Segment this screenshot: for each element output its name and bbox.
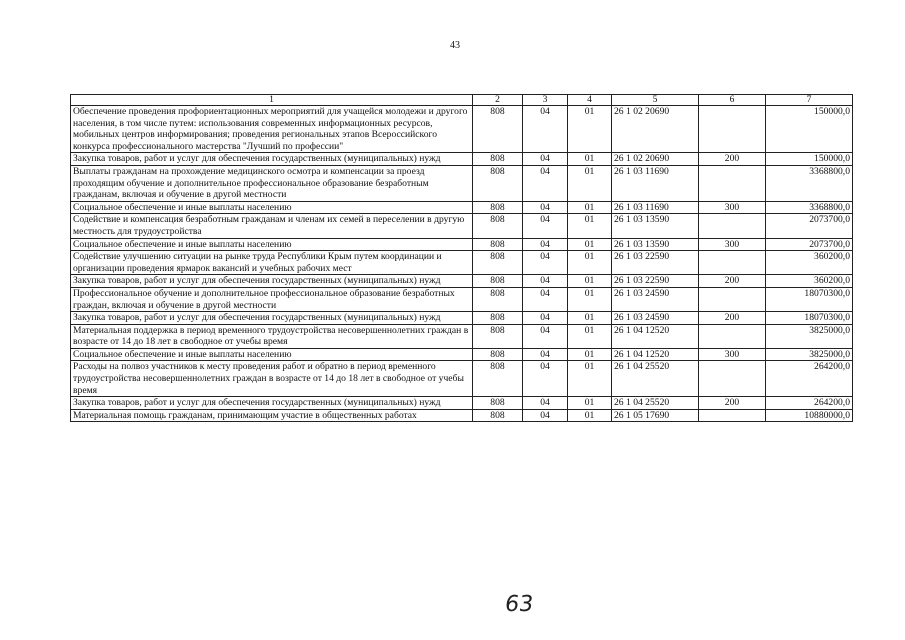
table-body	[71, 106, 853, 422]
handwritten-page-number: 63	[503, 592, 535, 617]
ministry-code: 808	[473, 287, 523, 311]
row-amount: 360200,0	[766, 275, 853, 288]
section-code: 04	[523, 214, 568, 238]
section-code: 04	[523, 312, 568, 325]
subsection-code: 01	[568, 409, 612, 422]
subsection-code: 01	[568, 397, 612, 410]
expense-type-code	[699, 106, 766, 153]
header-cell: 1	[71, 95, 473, 106]
target-article-code: 26 1 04 25520	[612, 397, 699, 410]
expense-type-code: 200	[699, 275, 766, 288]
row-description: Социальное обеспечение и иные выплаты населению	[71, 238, 473, 251]
header-cell: 5	[612, 95, 699, 106]
subsection-code: 01	[568, 214, 612, 238]
section-code: 04	[523, 287, 568, 311]
ministry-code: 808	[473, 201, 523, 214]
ministry-code: 808	[473, 238, 523, 251]
subsection-code: 01	[568, 201, 612, 214]
ministry-code: 808	[473, 275, 523, 288]
target-article-code: 26 1 03 11690	[612, 165, 699, 201]
section-code: 04	[523, 324, 568, 348]
table-row	[71, 324, 853, 348]
row-description: Выплаты гражданам на прохождение медицинского осмотра и компенсации за проезд проходящим обучение и дополнительное профессиональное образование безработным гражданам, включая и обучение в другой местности	[71, 165, 473, 201]
table-row	[71, 348, 853, 361]
section-code: 04	[523, 409, 568, 422]
row-description: Обеспечение проведения профориентационных мероприятий для учащейся молодежи и другого населения, в том числе путем: использования современных информационных ресурсов, мобильных центров информирования; проведения региональных этапов Всероссийского конкурса профессионального мастерства "Лучший по профессии"	[71, 106, 473, 153]
target-article-code: 26 1 03 24590	[612, 287, 699, 311]
subsection-code: 01	[568, 348, 612, 361]
table-row	[71, 214, 853, 238]
row-amount: 150000,0	[766, 106, 853, 153]
expense-type-code	[699, 324, 766, 348]
subsection-code: 01	[568, 238, 612, 251]
table-row	[71, 106, 853, 153]
row-amount: 2073700,0	[766, 214, 853, 238]
target-article-code: 26 1 03 24590	[612, 312, 699, 325]
expense-type-code: 200	[699, 312, 766, 325]
expense-type-code	[699, 251, 766, 275]
ministry-code: 808	[473, 165, 523, 201]
section-code: 04	[523, 251, 568, 275]
row-amount: 18070300,0	[766, 312, 853, 325]
row-description: Содействие и компенсация безработным гражданам и членам их семей в переселении в другую местность для трудоустройства	[71, 214, 473, 238]
target-article-code: 26 1 03 13590	[612, 214, 699, 238]
expense-type-code	[699, 361, 766, 397]
section-code: 04	[523, 153, 568, 166]
row-amount: 3368800,0	[766, 165, 853, 201]
table-row	[71, 238, 853, 251]
ministry-code: 808	[473, 106, 523, 153]
row-amount: 3825000,0	[766, 324, 853, 348]
table-header-row	[71, 95, 853, 106]
row-description: Закупка товаров, работ и услуг для обеспечения государственных (муниципальных) нужд	[71, 397, 473, 410]
target-article-code: 26 1 03 11690	[612, 201, 699, 214]
header-cell: 3	[523, 95, 568, 106]
section-code: 04	[523, 397, 568, 410]
section-code: 04	[523, 275, 568, 288]
target-article-code: 26 1 04 12520	[612, 324, 699, 348]
target-article-code: 26 1 02 20690	[612, 153, 699, 166]
row-amount: 264200,0	[766, 361, 853, 397]
expense-type-code	[699, 287, 766, 311]
row-description: Социальное обеспечение и иные выплаты населению	[71, 201, 473, 214]
ministry-code: 808	[473, 409, 523, 422]
subsection-code: 01	[568, 165, 612, 201]
row-description: Материальная помощь гражданам, принимающим участие в общественных работах	[71, 409, 473, 422]
budget-table	[70, 94, 853, 422]
table-row	[71, 153, 853, 166]
section-code: 04	[523, 348, 568, 361]
row-amount: 10880000,0	[766, 409, 853, 422]
subsection-code: 01	[568, 251, 612, 275]
target-article-code: 26 1 03 13590	[612, 238, 699, 251]
subsection-code: 01	[568, 361, 612, 397]
ministry-code: 808	[473, 397, 523, 410]
row-amount: 2073700,0	[766, 238, 853, 251]
row-description: Материальная поддержка в период временного трудоустройства несовершеннолетних граждан в возрасте от 14 до 18 лет в свободное от учебы время	[71, 324, 473, 348]
section-code: 04	[523, 238, 568, 251]
target-article-code: 26 1 03 22590	[612, 251, 699, 275]
table-row	[71, 201, 853, 214]
row-description: Закупка товаров, работ и услуг для обеспечения государственных (муниципальных) нужд	[71, 153, 473, 166]
subsection-code: 01	[568, 153, 612, 166]
table-row	[71, 275, 853, 288]
expense-type-code: 300	[699, 201, 766, 214]
target-article-code: 26 1 02 20690	[612, 106, 699, 153]
header-cell: 6	[699, 95, 766, 106]
section-code: 04	[523, 201, 568, 214]
row-description: Расходы на полвоз участников к месту проведения работ и обратно в период временного трудоустройства несовершеннолетних граждан в возрасте от 14 до 18 лет в свободное от учебы время	[71, 361, 473, 397]
row-description: Закупка товаров, работ и услуг для обеспечения государственных (муниципальных) нужд	[71, 275, 473, 288]
table-row	[71, 287, 853, 311]
row-description: Закупка товаров, работ и услуг для обеспечения государственных (муниципальных) нужд	[71, 312, 473, 325]
expense-type-code	[699, 165, 766, 201]
subsection-code: 01	[568, 106, 612, 153]
section-code: 04	[523, 106, 568, 153]
row-amount: 18070300,0	[766, 287, 853, 311]
row-amount: 3825000,0	[766, 348, 853, 361]
ministry-code: 808	[473, 251, 523, 275]
row-amount: 360200,0	[766, 251, 853, 275]
ministry-code: 808	[473, 348, 523, 361]
subsection-code: 01	[568, 287, 612, 311]
page-number: 43	[450, 40, 460, 51]
row-amount: 264200,0	[766, 397, 853, 410]
target-article-code: 26 1 04 25520	[612, 361, 699, 397]
subsection-code: 01	[568, 275, 612, 288]
expense-type-code	[699, 214, 766, 238]
header-cell: 7	[766, 95, 853, 106]
table-row	[71, 251, 853, 275]
target-article-code: 26 1 05 17690	[612, 409, 699, 422]
target-article-code: 26 1 04 12520	[612, 348, 699, 361]
expense-type-code: 200	[699, 153, 766, 166]
expense-type-code: 200	[699, 397, 766, 410]
ministry-code: 808	[473, 153, 523, 166]
table-row	[71, 361, 853, 397]
section-code: 04	[523, 361, 568, 397]
ministry-code: 808	[473, 312, 523, 325]
row-amount: 150000,0	[766, 153, 853, 166]
section-code: 04	[523, 165, 568, 201]
ministry-code: 808	[473, 214, 523, 238]
ministry-code: 808	[473, 361, 523, 397]
subsection-code: 01	[568, 312, 612, 325]
table-row	[71, 397, 853, 410]
header-cell: 4	[568, 95, 612, 106]
subsection-code: 01	[568, 324, 612, 348]
row-description: Профессиональное обучение и дополнительное профессиональное образование безработных граждан, включая и обучение в другой местности	[71, 287, 473, 311]
table-row	[71, 312, 853, 325]
row-amount: 3368800,0	[766, 201, 853, 214]
target-article-code: 26 1 03 22590	[612, 275, 699, 288]
table-row	[71, 409, 853, 422]
row-description: Содействие улучшению ситуации на рынке труда Республики Крым путем координации и организации проведения ярмарок вакансий и учебных рабочих мест	[71, 251, 473, 275]
header-cell: 2	[473, 95, 523, 106]
expense-type-code: 300	[699, 348, 766, 361]
table-row	[71, 165, 853, 201]
ministry-code: 808	[473, 324, 523, 348]
row-description: Социальное обеспечение и иные выплаты населению	[71, 348, 473, 361]
expense-type-code	[699, 409, 766, 422]
expense-type-code: 300	[699, 238, 766, 251]
